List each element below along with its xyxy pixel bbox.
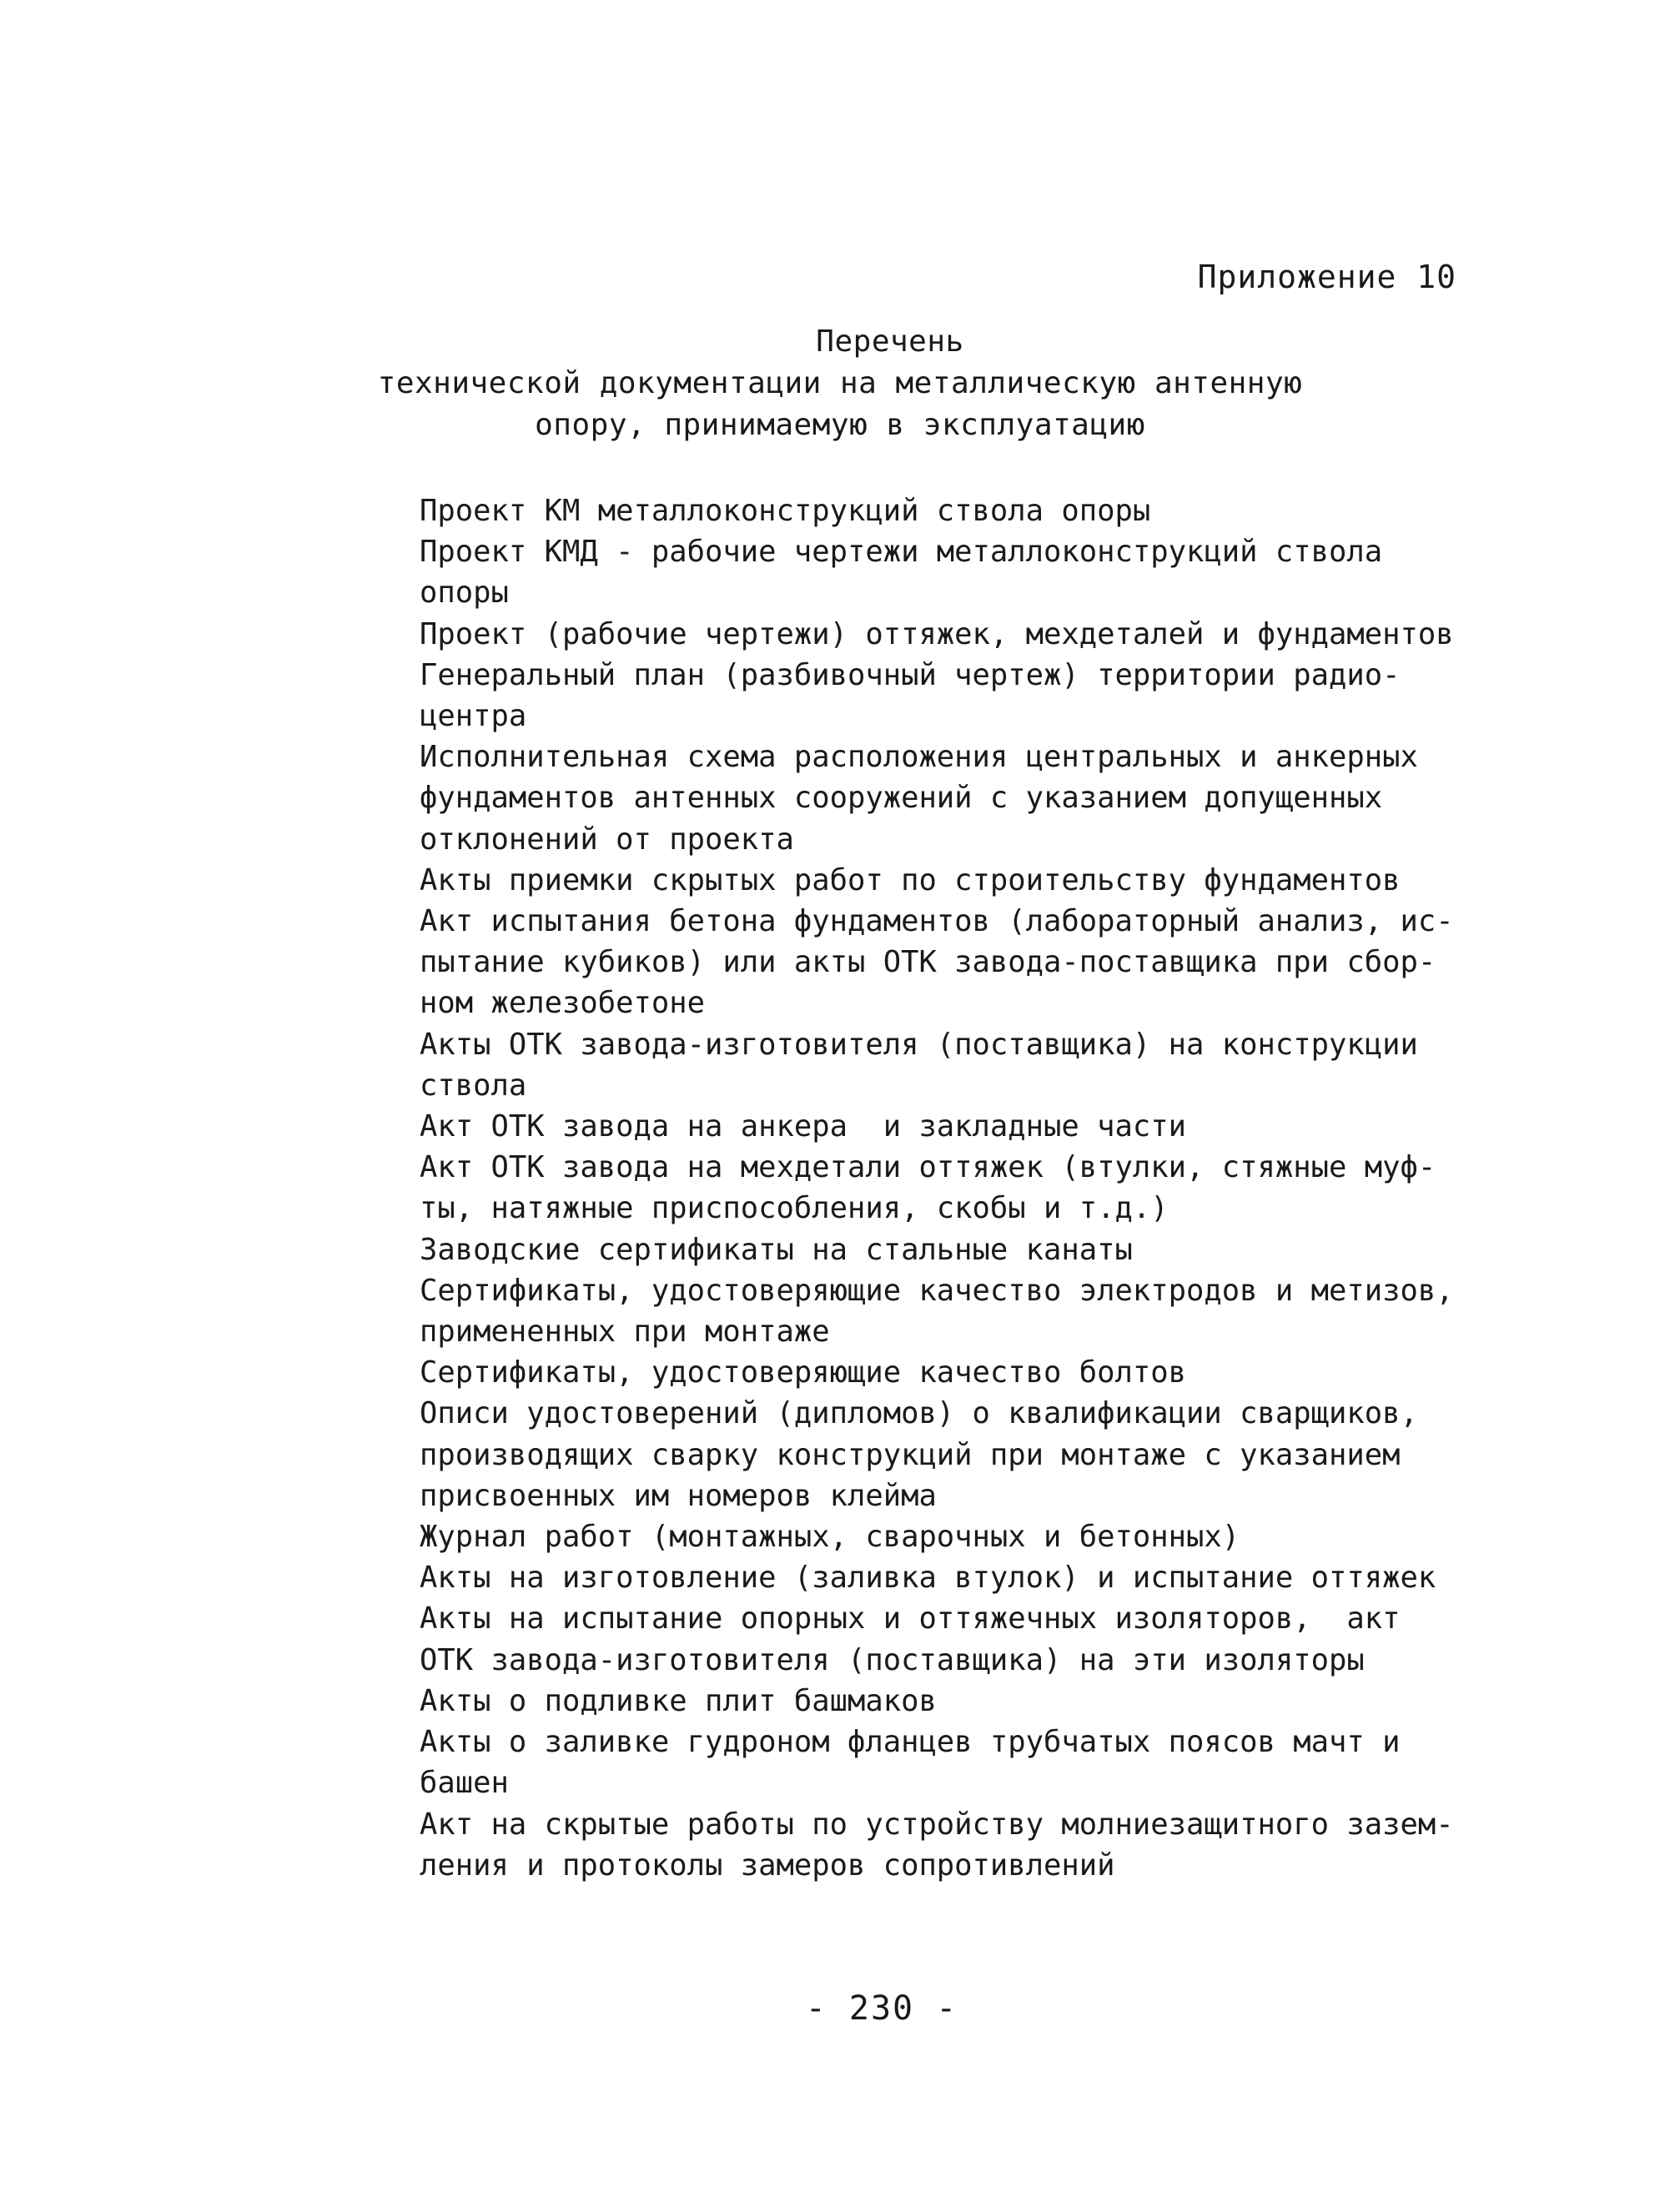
list-item: Генеральный план (разбивочный чертеж) территории радио- центра xyxy=(420,657,1401,734)
list-item: Акт ОТК завода на анкера и закладные части xyxy=(420,1109,1187,1144)
list-item: Акт на скрытые работы по устройству молниезащитного зазем- ления и протоколы замеров сопротивлений xyxy=(420,1807,1454,1883)
document-list xyxy=(420,490,1562,1886)
document-title xyxy=(0,321,1680,446)
list-item: Проект КМД - рабочие чертежи металлоконструкций ствола опоры xyxy=(420,535,1383,611)
list-item: Исполнительная схема расположения центральных и анкерных фундаментов антенных сооружений с указанием допущенных отклонений от проекта xyxy=(420,740,1418,857)
title-line-3: опору, принимаемую в эксплуатацию xyxy=(535,408,1145,442)
list-item: Проект КМ металлоконструкций ствола опоры xyxy=(420,494,1151,528)
list-item: Акты ОТК завода-изготовителя (поставщика) на конструкции ствола xyxy=(420,1027,1418,1103)
list-item: Сертификаты, удостоверяющие качество электродов и метизов, примененных при монтаже xyxy=(420,1273,1454,1350)
title-line-1: Перечень xyxy=(816,324,964,359)
appendix-label: Приложение 10 xyxy=(1197,259,1456,295)
page-number: - 230 - xyxy=(805,1989,958,2028)
list-item: Описи удостоверений (дипломов) о квалификации сварщиков, производящих сварку конструкций при монтаже с указанием присвоенных им номеров клейма xyxy=(420,1396,1418,1513)
list-item: Проект (рабочие чертежи) оттяжек, мехдеталей и фундаментов xyxy=(420,616,1454,651)
list-item: Акты о заливке гудроном фланцев трубчатых поясов мачт и башен xyxy=(420,1725,1401,1801)
list-item: Журнал работ (монтажных, сварочных и бетонных) xyxy=(420,1520,1240,1555)
list-item: Акты приемки скрытых работ по строительству фундаментов xyxy=(420,862,1401,897)
list-item: Сертификаты, удостоверяющие качество болтов xyxy=(420,1355,1187,1390)
list-item: Акт ОТК завода на мехдетали оттяжек (втулки, стяжные муф- ты, натяжные приспособления, скобы и т.д.) xyxy=(420,1150,1436,1226)
list-item: Акты на изготовление (заливка втулок) и испытание оттяжек xyxy=(420,1561,1436,1596)
list-item: Акты о подливке плит башмаков xyxy=(420,1683,937,1718)
list-item: Акты на испытание опорных и оттяжечных изоляторов, акт ОТК завода-изготовителя (поставщика) на эти изоляторы xyxy=(420,1601,1401,1677)
list-item: Заводские сертификаты на стальные канаты xyxy=(420,1232,1133,1267)
list-item: Акт испытания бетона фундаментов (лабораторный анализ, ис- пытание кубиков) или акты ОТК завода-поставщика при сбор- ном железобетоне xyxy=(420,904,1454,1021)
title-line-2: технической документации на металлическую антенную xyxy=(377,366,1303,400)
